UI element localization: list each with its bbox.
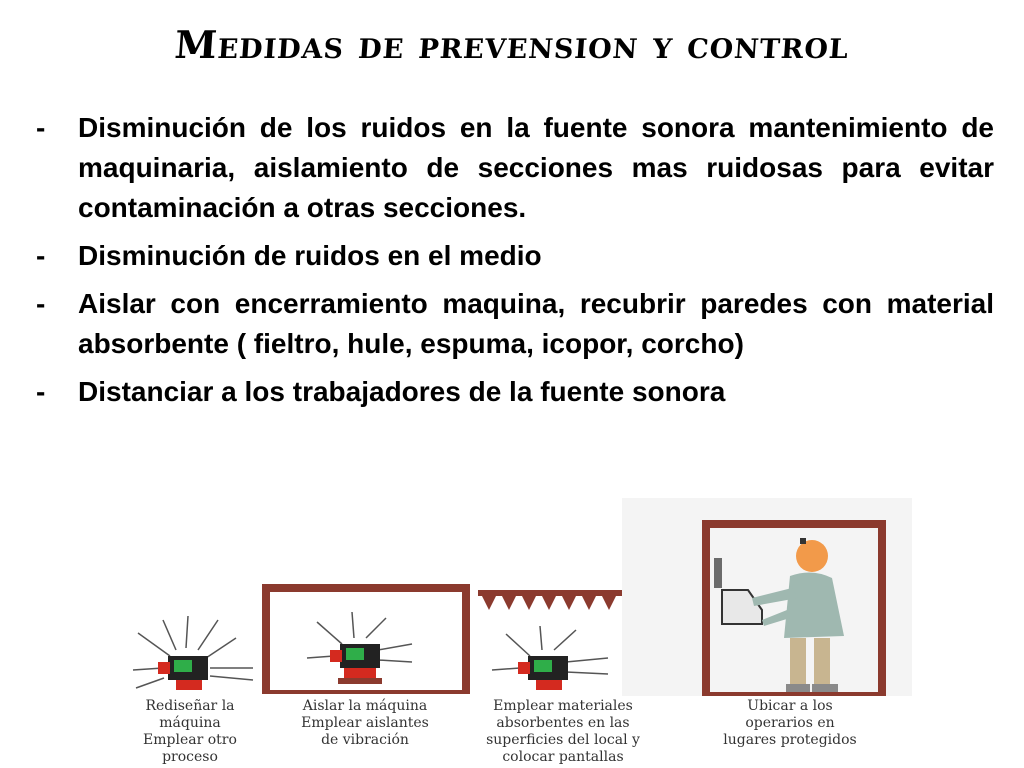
bullet-text: Aislar con encerramiento maquina, recubrir paredes con material absorbente ( fieltro, hule, espuma, icopor, corcho) [78,288,994,359]
absorbent-panels [482,596,636,610]
caption-isolate: Aislar la máquina Emplear aislantes de vibración [301,698,429,748]
bullet-item [36,108,994,228]
bullet-list [36,108,994,420]
bullet-dash: - [36,376,46,407]
bullet-text: Disminución de los ruidos en la fuente sonora mantenimiento de maquinaria, aislamiento de secciones mas ruidosas para evitar contaminación a otras secciones. [78,112,994,223]
machine-icon [518,656,568,690]
caption-absorbent: Emplear materiales absorbentes en las superficies del local y colocar pantallas [486,698,640,765]
panel-absorbent-surfaces [478,588,648,694]
worker-figure [752,538,844,692]
panel-isolate-machine [262,582,470,694]
bullet-item [36,284,994,364]
bullet-text: Distanciar a los trabajadores de la fuente sonora [78,376,726,407]
bullet-item [36,236,994,276]
caption-redesign: Rediseñar la máquina Emplear otro proceso [143,698,237,765]
bullet-dash: - [36,288,46,319]
bullet-text: Disminución de ruidos en el medio [78,240,542,271]
panel-redesign-machine [118,598,260,698]
bullet-item [36,372,994,412]
machine-icon [158,656,208,690]
slide-title: Medidas de prevension y control [173,22,851,67]
panel-protected-worker [622,498,912,696]
machine-icon [330,644,382,684]
bullet-dash: - [36,112,46,143]
bullet-dash: - [36,240,46,271]
caption-protected-worker: Ubicar a los operarios en lugares protegidos [723,698,857,748]
